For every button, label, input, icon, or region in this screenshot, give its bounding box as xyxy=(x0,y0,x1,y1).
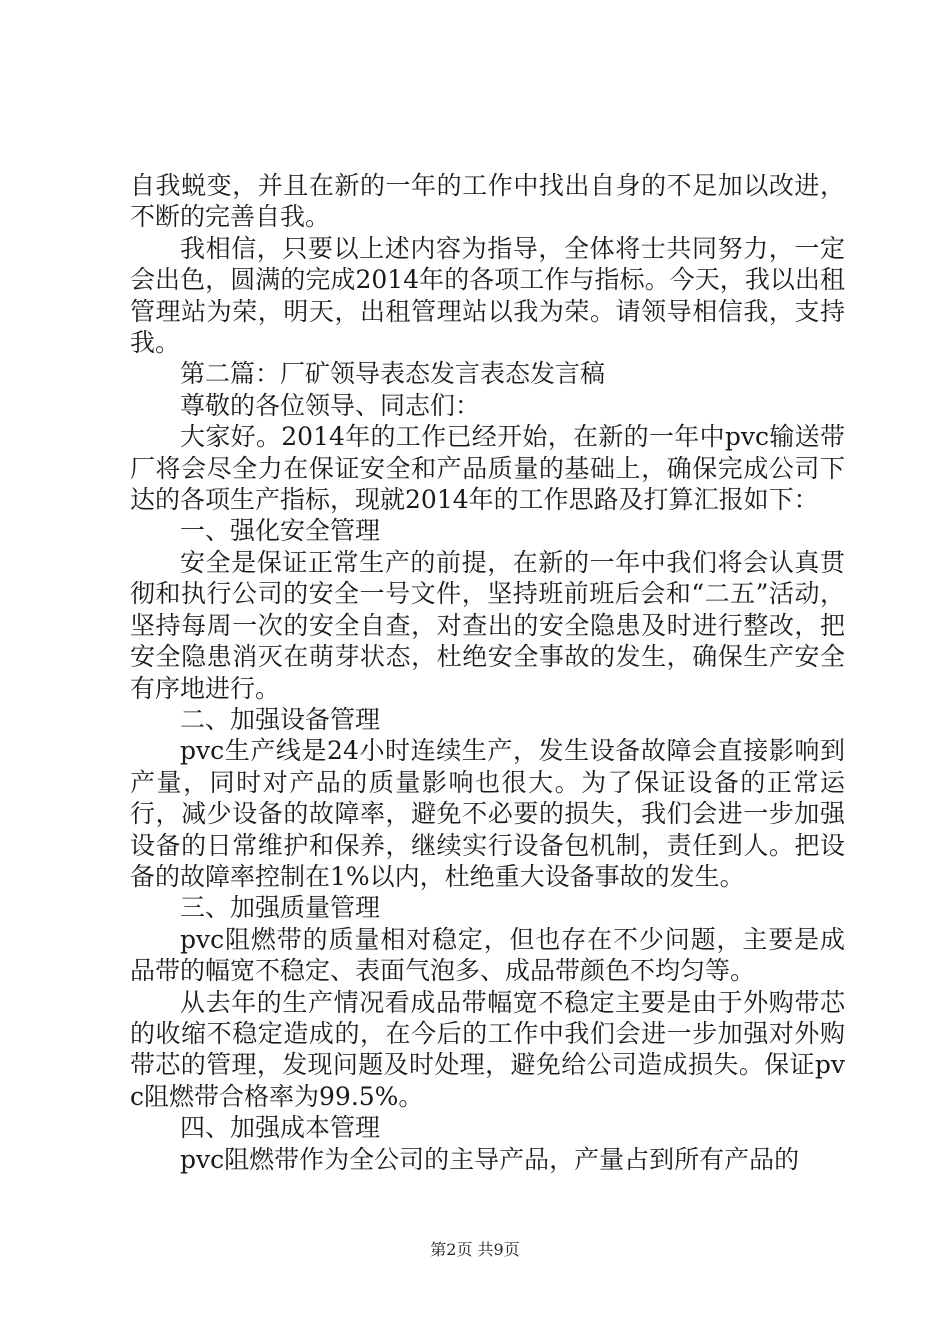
paragraph: pvc阻燃带作为全公司的主导产品，产量占到所有产品的 xyxy=(180,1144,800,1174)
heading-cost: 四、加强成本管理 xyxy=(180,1113,381,1143)
heading-quality: 三、加强质量管理 xyxy=(180,893,381,923)
page-number-footer: 第2页 共9页 xyxy=(430,1240,520,1259)
paragraph: 安全是保证正常生产的前提，在新的一年中我们将会认真贯彻和执行公司的安全一号文件，坚持班前班后会和“二五”活动，坚持每周一次的安全自查，对查出的安全隐患及时进行整改，把安全隐患消灭在萌芽状态，杜绝安全事故的发生，确保生产安全有序地进行。 xyxy=(130,547,845,703)
salutation: 尊敬的各位领导、同志们： xyxy=(180,390,481,420)
paragraph: 从去年的生产情况看成品带幅宽不稳定主要是由于外购带芯的收缩不稳定造成的，在今后的工作中我们会进一步加强对外购带芯的管理，发现问题及时处理，避免给公司造成损失。保证pvc阻燃带合格率为99.5%。 xyxy=(130,987,845,1111)
paragraph: pvc阻燃带的质量相对稳定，但也存在不少问题，主要是成品带的幅宽不稳定、表面气泡多、成品带颜色不均匀等。 xyxy=(130,924,845,986)
paragraph: 我相信，只要以上述内容为指导，全体将士共同努力，一定会出色，圆满的完成2014年的各项工作与指标。今天，我以出租管理站为荣，明天，出租管理站以我为荣。请领导相信我，支持我。 xyxy=(130,233,845,358)
heading-equipment: 二、加强设备管理 xyxy=(180,704,381,734)
document-body xyxy=(130,170,845,1175)
paragraph: 自我蜕变，并且在新的一年的工作中找出自身的不足加以改进，不断的完善自我。 xyxy=(130,171,845,232)
paragraph: pvc生产线是24小时连续生产，发生设备故障会直接影响到产量，同时对产品的质量影响也很大。为了保证设备的正常运行，减少设备的故障率，避免不必要的损失，我们会进一步加强设备的日常维护和保养，继续实行设备包机制，责任到人。把设备的故障率控制在1%以内，杜绝重大设备事故的发生。 xyxy=(130,736,845,891)
section-title: 第二篇：厂矿领导表态发言表态发言稿 xyxy=(180,359,606,389)
paragraph: 大家好。2014年的工作已经开始，在新的一年中pvc输送带厂将会尽全力在保证安全和产品质量的基础上，确保完成公司下达的各项生产指标，现就2014年的工作思路及打算汇报如下： xyxy=(130,422,845,515)
heading-safety: 一、强化安全管理 xyxy=(180,516,381,546)
